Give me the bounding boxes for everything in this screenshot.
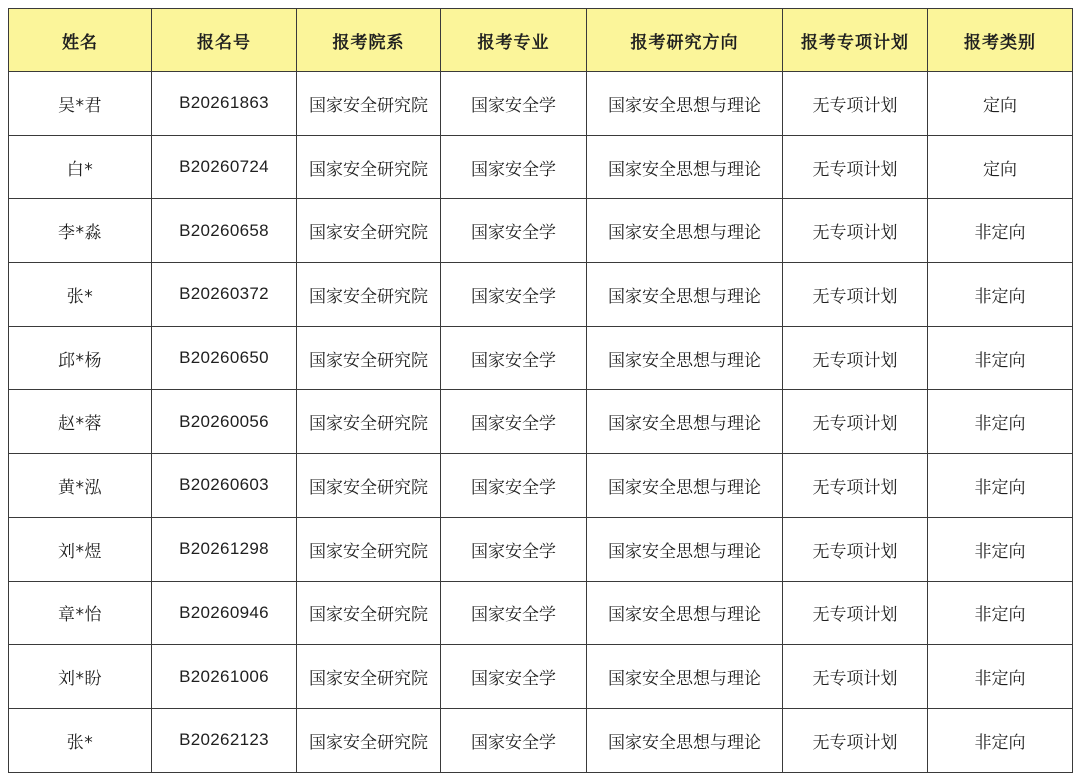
cell-category: 非定向 [928, 645, 1073, 709]
table-row [9, 263, 1073, 327]
cell-registration-number: B20260056 [152, 390, 297, 454]
table-body [9, 72, 1073, 773]
cell-special-plan: 无专项计划 [783, 135, 928, 199]
cell-name: 黄*泓 [9, 454, 152, 518]
header-major: 报考专业 [441, 9, 587, 72]
cell-research-direction: 国家安全思想与理论 [587, 326, 783, 390]
cell-registration-number: B20261863 [152, 72, 297, 136]
cell-special-plan: 无专项计划 [783, 326, 928, 390]
table-row [9, 390, 1073, 454]
cell-category: 定向 [928, 135, 1073, 199]
header-research-direction: 报考研究方向 [587, 9, 783, 72]
cell-research-direction: 国家安全思想与理论 [587, 199, 783, 263]
cell-name: 张* [9, 708, 152, 772]
cell-special-plan: 无专项计划 [783, 72, 928, 136]
cell-special-plan: 无专项计划 [783, 263, 928, 327]
cell-special-plan: 无专项计划 [783, 390, 928, 454]
cell-category: 非定向 [928, 454, 1073, 518]
cell-special-plan: 无专项计划 [783, 454, 928, 518]
cell-name: 章*怡 [9, 581, 152, 645]
cell-department: 国家安全研究院 [297, 708, 441, 772]
cell-major: 国家安全学 [441, 390, 587, 454]
cell-research-direction: 国家安全思想与理论 [587, 645, 783, 709]
cell-department: 国家安全研究院 [297, 581, 441, 645]
cell-registration-number: B20260946 [152, 581, 297, 645]
cell-department: 国家安全研究院 [297, 135, 441, 199]
cell-special-plan: 无专项计划 [783, 645, 928, 709]
cell-department: 国家安全研究院 [297, 645, 441, 709]
cell-research-direction: 国家安全思想与理论 [587, 581, 783, 645]
cell-major: 国家安全学 [441, 517, 587, 581]
cell-category: 非定向 [928, 708, 1073, 772]
cell-research-direction: 国家安全思想与理论 [587, 390, 783, 454]
cell-research-direction: 国家安全思想与理论 [587, 517, 783, 581]
cell-category: 定向 [928, 72, 1073, 136]
cell-name: 刘*盼 [9, 645, 152, 709]
cell-department: 国家安全研究院 [297, 390, 441, 454]
cell-special-plan: 无专项计划 [783, 708, 928, 772]
cell-major: 国家安全学 [441, 72, 587, 136]
cell-registration-number: B20260724 [152, 135, 297, 199]
cell-department: 国家安全研究院 [297, 263, 441, 327]
cell-research-direction: 国家安全思想与理论 [587, 263, 783, 327]
cell-department: 国家安全研究院 [297, 454, 441, 518]
header-category: 报考类别 [928, 9, 1073, 72]
cell-name: 李*淼 [9, 199, 152, 263]
table-row [9, 708, 1073, 772]
table-header [9, 9, 1073, 72]
cell-registration-number: B20260372 [152, 263, 297, 327]
cell-name: 吴*君 [9, 72, 152, 136]
cell-registration-number: B20261006 [152, 645, 297, 709]
table-row [9, 517, 1073, 581]
cell-registration-number: B20262123 [152, 708, 297, 772]
table-row [9, 454, 1073, 518]
cell-registration-number: B20260603 [152, 454, 297, 518]
cell-major: 国家安全学 [441, 199, 587, 263]
cell-name: 赵*蓉 [9, 390, 152, 454]
cell-department: 国家安全研究院 [297, 72, 441, 136]
table-row [9, 326, 1073, 390]
cell-category: 非定向 [928, 581, 1073, 645]
table-row [9, 135, 1073, 199]
cell-category: 非定向 [928, 326, 1073, 390]
cell-department: 国家安全研究院 [297, 326, 441, 390]
header-special-plan: 报考专项计划 [783, 9, 928, 72]
table-row [9, 581, 1073, 645]
header-row [9, 9, 1073, 72]
table-row [9, 645, 1073, 709]
cell-department: 国家安全研究院 [297, 199, 441, 263]
header-department: 报考院系 [297, 9, 441, 72]
cell-name: 张* [9, 263, 152, 327]
cell-special-plan: 无专项计划 [783, 581, 928, 645]
cell-major: 国家安全学 [441, 581, 587, 645]
cell-research-direction: 国家安全思想与理论 [587, 708, 783, 772]
header-name: 姓名 [9, 9, 152, 72]
cell-category: 非定向 [928, 263, 1073, 327]
cell-registration-number: B20261298 [152, 517, 297, 581]
cell-registration-number: B20260650 [152, 326, 297, 390]
cell-research-direction: 国家安全思想与理论 [587, 454, 783, 518]
cell-registration-number: B20260658 [152, 199, 297, 263]
cell-major: 国家安全学 [441, 135, 587, 199]
cell-special-plan: 无专项计划 [783, 199, 928, 263]
table-row [9, 72, 1073, 136]
cell-name: 白* [9, 135, 152, 199]
cell-special-plan: 无专项计划 [783, 517, 928, 581]
cell-category: 非定向 [928, 517, 1073, 581]
cell-research-direction: 国家安全思想与理论 [587, 72, 783, 136]
cell-name: 刘*煜 [9, 517, 152, 581]
admission-table [8, 8, 1073, 773]
cell-major: 国家安全学 [441, 645, 587, 709]
cell-department: 国家安全研究院 [297, 517, 441, 581]
header-registration-number: 报名号 [152, 9, 297, 72]
table-row [9, 199, 1073, 263]
cell-major: 国家安全学 [441, 454, 587, 518]
cell-major: 国家安全学 [441, 708, 587, 772]
cell-category: 非定向 [928, 390, 1073, 454]
cell-research-direction: 国家安全思想与理论 [587, 135, 783, 199]
cell-category: 非定向 [928, 199, 1073, 263]
cell-major: 国家安全学 [441, 263, 587, 327]
cell-name: 邱*杨 [9, 326, 152, 390]
cell-major: 国家安全学 [441, 326, 587, 390]
